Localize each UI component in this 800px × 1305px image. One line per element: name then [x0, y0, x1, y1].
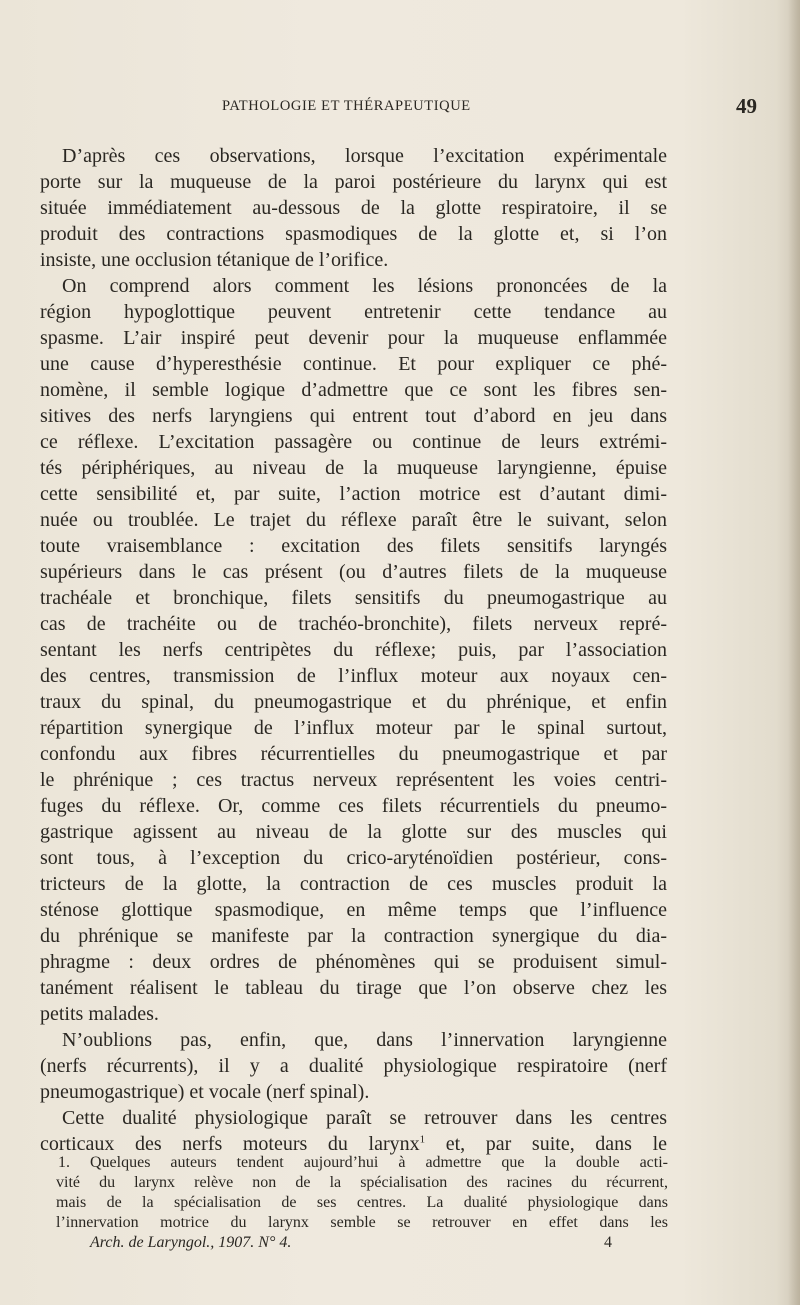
text-line: pneumogastrique) et vocale (nerf spinal). [40, 1081, 370, 1103]
text-line: spasme. L’air inspiré peut devenir pour la muqueuse enflammée [40, 327, 667, 349]
text-line: tricteurs de la glotte, la contraction de ces muscles produit la [40, 873, 667, 895]
text-line: trachéale et bronchique, filets sensitifs du pneumogastrique au [40, 587, 667, 609]
text-line: sentant les nerfs centripètes du réflexe; puis, par l’association [40, 639, 667, 661]
footnote-source-line [56, 1233, 668, 1253]
text-line: nomène, il semble logique d’admettre que ce sont les fibres sen- [40, 379, 667, 401]
footnote-line: vité du larynx relève non de la spécialisation des racines du récurrent, [56, 1174, 668, 1191]
text-fragment: et, par suite, dans le [425, 1133, 668, 1155]
text-line: une cause d’hyperesthésie continue. Et pour expliquer ce phé- [40, 353, 667, 375]
body-text [40, 143, 667, 1157]
text-line: Cette dualité physiologique paraît se retrouver dans les centres [62, 1107, 667, 1129]
text-line: des centres, transmission de l’influx moteur aux noyaux cen- [40, 665, 667, 687]
text-line: D’après ces observations, lorsque l’excitation expérimentale [62, 145, 667, 167]
text-line: le phrénique ; ces tractus nerveux représentent les voies centri- [40, 769, 667, 791]
text-line: porte sur la muqueuse de la paroi postérieure du larynx qui est [40, 171, 667, 193]
page-spine-shadow [788, 0, 800, 1305]
text-fragment: corticaux des nerfs moteurs du larynx [40, 1133, 420, 1155]
text-line: cas de trachéite ou de trachéo-bronchite), filets nerveux repré- [40, 613, 667, 635]
text-line: sitives des nerfs laryngiens qui entrent tout d’abord en jeu dans [40, 405, 667, 427]
text-line: sténose glottique spasmodique, en même temps que l’influence [40, 899, 667, 921]
text-line: N’oublions pas, enfin, que, dans l’innervation laryngienne [62, 1029, 667, 1051]
text-line: confondu aux fibres récurrentielles du pneumogastrique et par [40, 743, 667, 765]
text-line: tés périphériques, au niveau de la muqueuse laryngienne, épuise [40, 457, 667, 479]
text-line: On comprend alors comment les lésions prononcées de la [62, 275, 667, 297]
text-line: phragme : deux ordres de phénomènes qui se produisent simul- [40, 951, 667, 973]
footnote-line: l’innervation motrice du larynx semble se retrouver en effet dans les [56, 1214, 668, 1231]
text-line: ce réflexe. L’excitation passagère ou continue de leurs extrémi- [40, 431, 667, 453]
text-line: supérieurs dans le cas présent (ou d’autres filets de la muqueuse [40, 561, 667, 583]
footnotes [56, 1153, 668, 1253]
footnote-source: Arch. de Laryngol., 1907. N° 4. [90, 1234, 292, 1251]
running-header [222, 94, 757, 122]
text-line: répartition synergique de l’influx moteur par le spinal surtout, [40, 717, 667, 739]
text-line: gastrique agissent au niveau de la glotte sur des muscles qui [40, 821, 667, 843]
text-line: région hypoglottique peuvent entretenir cette tendance au [40, 301, 667, 323]
text-line: fuges du réflexe. Or, comme ces filets récurrentiels du pneumo- [40, 795, 667, 817]
running-title: PATHOLOGIE ET THÉRAPEUTIQUE [222, 98, 471, 114]
page-number: 49 [736, 94, 757, 118]
footnote-marker: 1 [419, 1133, 426, 1146]
text-line: cette sensibilité et, par suite, l’action motrice est d’autant dimi- [40, 483, 667, 505]
text-line: sont tous, à l’exception du crico-aryténoïdien postérieur, cons- [40, 847, 667, 869]
text-line: petits malades. [40, 1003, 159, 1025]
footnote-line: 1. Quelques auteurs tendent aujourd’hui à admettre que la double acti- [58, 1154, 668, 1171]
text-line: insiste, une occlusion tétanique de l’orifice. [40, 249, 389, 271]
footnote-line: mais de la spécialisation de ses centres. La dualité physiologique dans [56, 1194, 668, 1211]
text-line: (nerfs récurrents), il y a dualité physiologique respiratoire (nerf [40, 1055, 667, 1077]
text-line: située immédiatement au-dessous de la glotte respiratoire, il se [40, 197, 667, 219]
text-line: toute vraisemblance : excitation des filets sensitifs laryngés [40, 535, 667, 557]
text-line: du phrénique se manifeste par la contraction synergique du dia- [40, 925, 667, 947]
text-line: nuée ou troublée. Le trajet du réflexe paraît être le suivant, selon [40, 509, 667, 531]
text-line: tanément réalisent le tableau du tirage que l’on observe chez les [40, 977, 667, 999]
signature-mark: 4 [604, 1234, 612, 1251]
text-line: produit des contractions spasmodiques de la glotte et, si l’on [40, 223, 667, 245]
text-line: traux du spinal, du pneumogastrique et du phrénique, et enfin [40, 691, 667, 713]
